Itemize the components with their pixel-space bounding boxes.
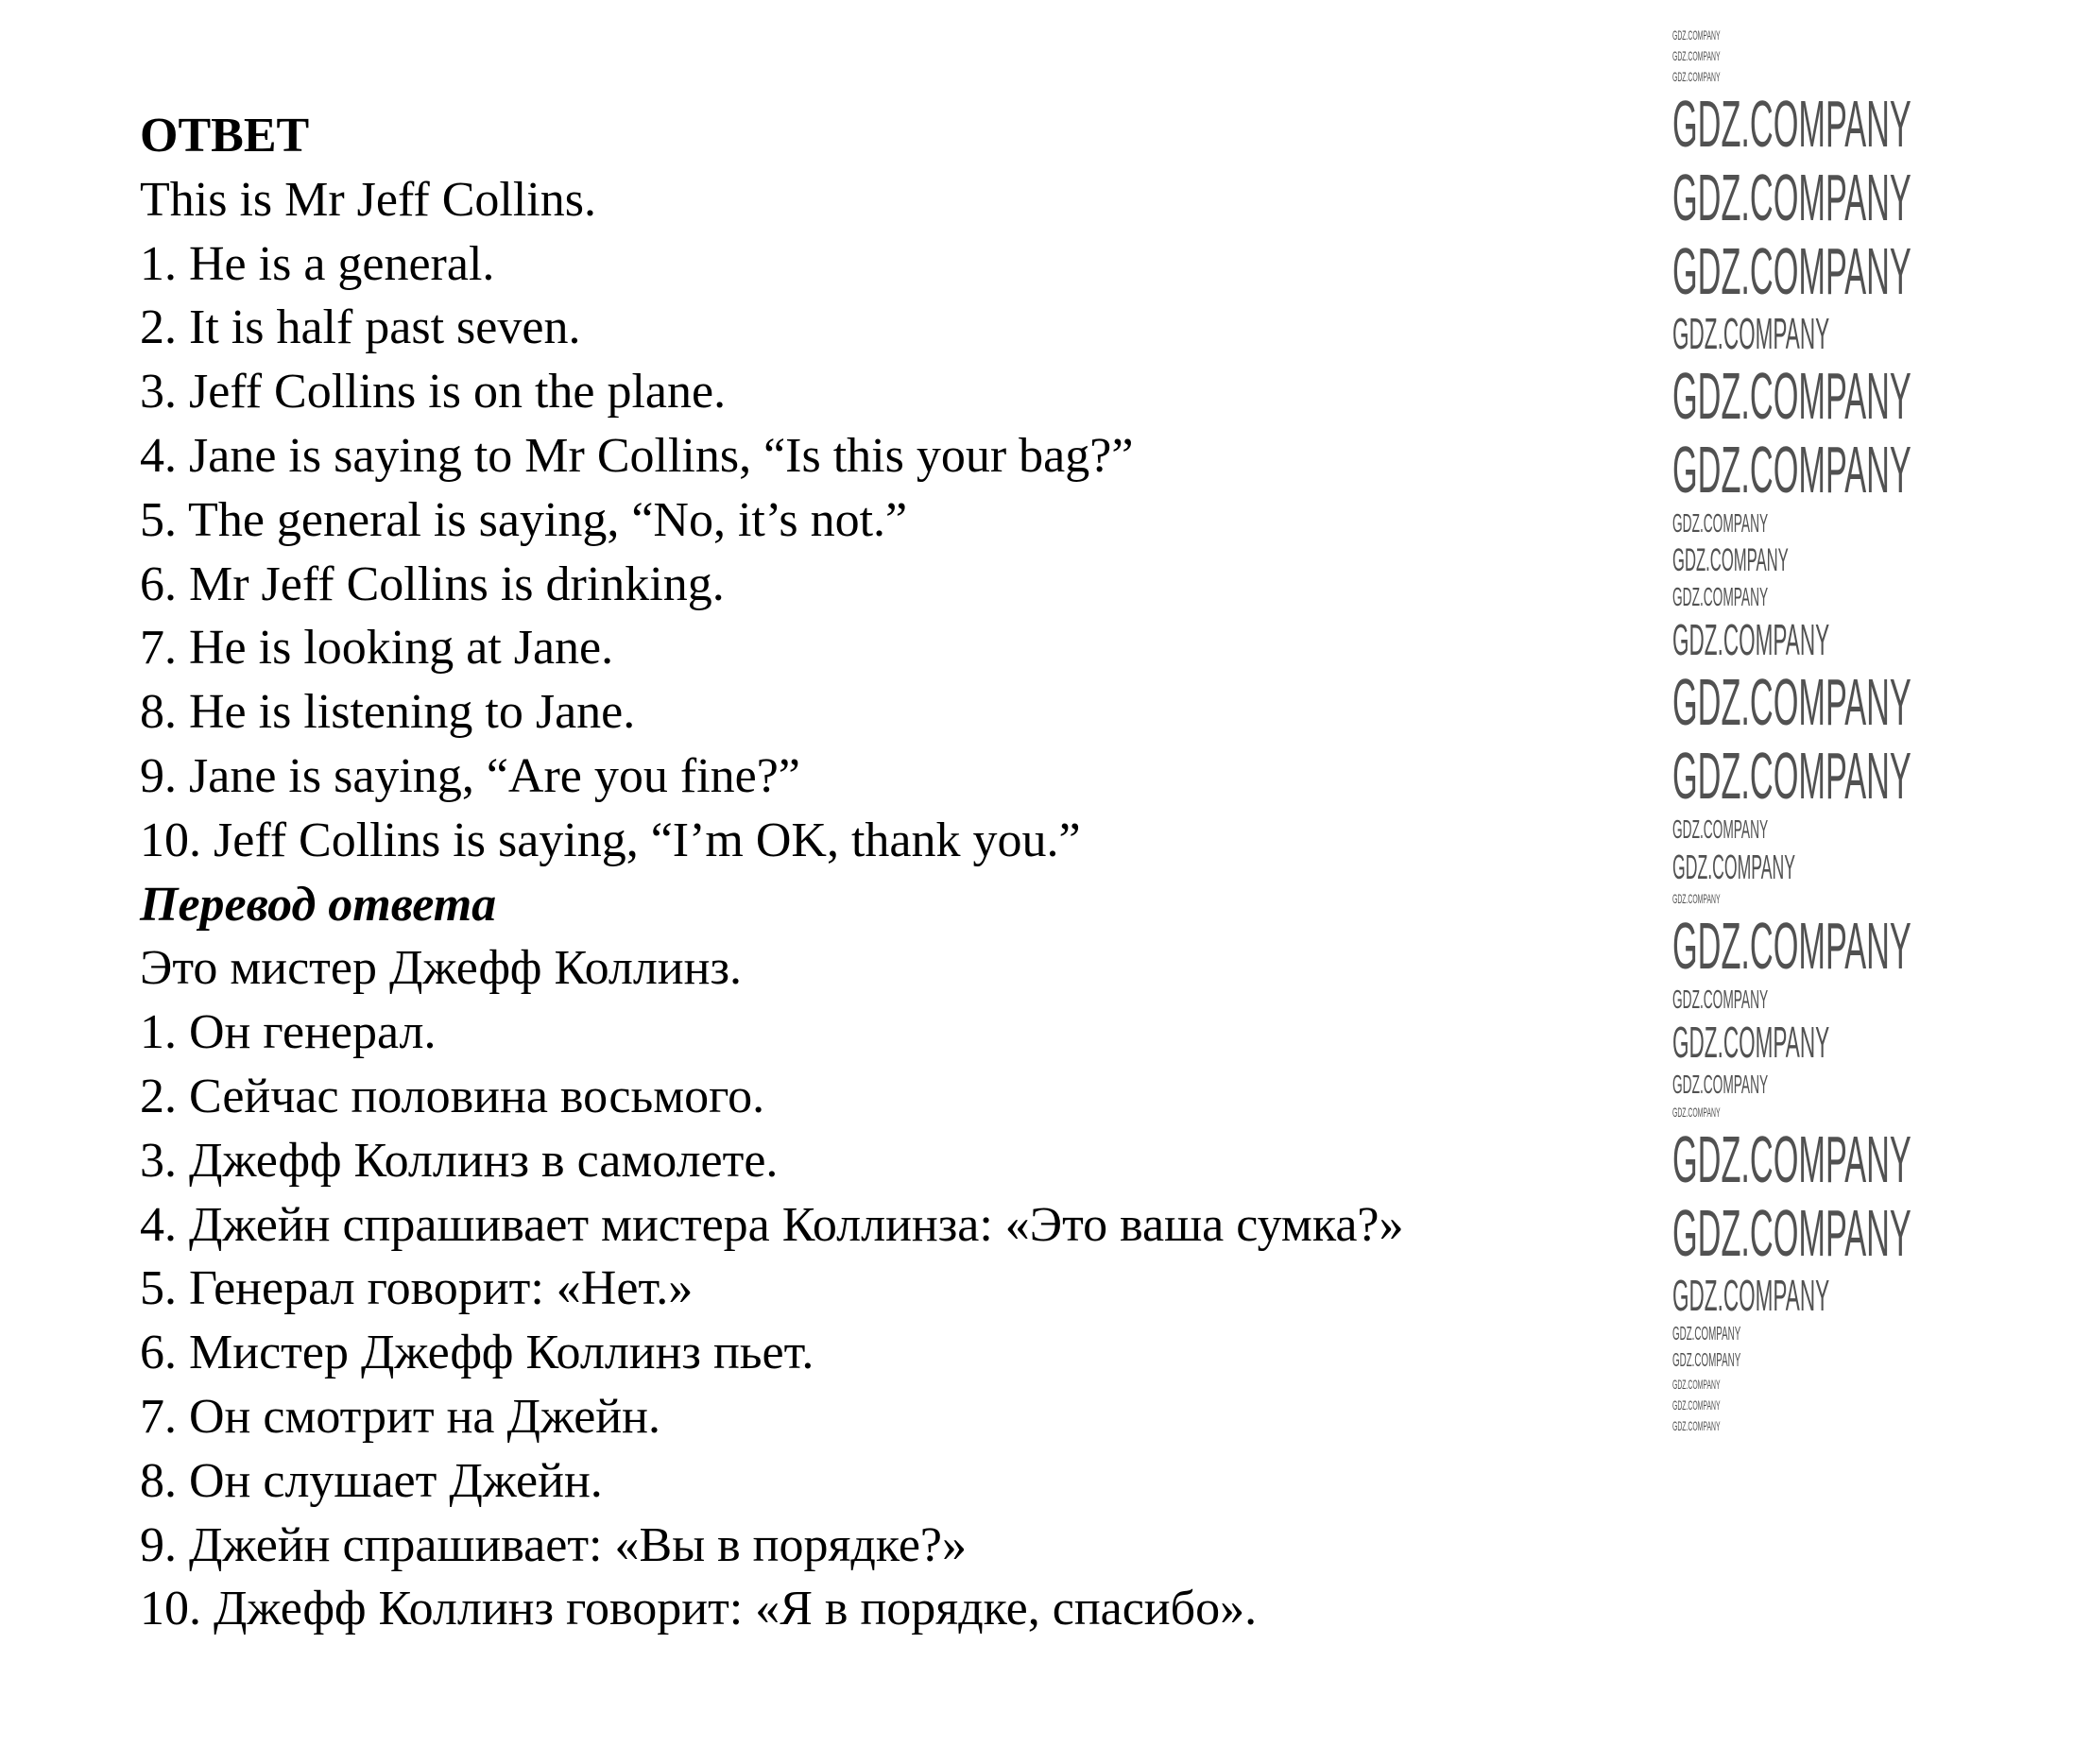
watermark: GDZ.COMPANY bbox=[1672, 508, 1769, 538]
watermark: GDZ.COMPANY bbox=[1672, 1105, 1721, 1120]
watermark: GDZ.COMPANY bbox=[1672, 87, 1911, 161]
watermark: GDZ.COMPANY bbox=[1672, 234, 1911, 308]
watermark: GDZ.COMPANY bbox=[1672, 27, 1721, 43]
watermark: GDZ.COMPANY bbox=[1672, 433, 1911, 506]
translation-heading: Перевод ответа bbox=[140, 877, 497, 932]
watermark: GDZ.COMPANY bbox=[1672, 309, 1830, 358]
watermark: GDZ.COMPANY bbox=[1672, 1324, 1741, 1344]
watermark: GDZ.COMPANY bbox=[1672, 69, 1721, 84]
watermark: GDZ.COMPANY bbox=[1672, 814, 1769, 844]
watermark: GDZ.COMPANY bbox=[1672, 1122, 1911, 1196]
watermark: GDZ.COMPANY bbox=[1672, 739, 1911, 813]
answer-line: 8. He is listening to Jane. bbox=[140, 685, 636, 740]
watermark: GDZ.COMPANY bbox=[1672, 161, 1911, 234]
document-body bbox=[140, 104, 1403, 1641]
watermark: GDZ.COMPANY bbox=[1672, 1196, 1911, 1270]
watermark: GDZ.COMPANY bbox=[1672, 582, 1769, 611]
answer-line: 10. Jeff Collins is saying, “I’m OK, thank you.” bbox=[140, 813, 1081, 867]
answer-intro: This is Mr Jeff Collins. bbox=[140, 172, 596, 227]
watermark: GDZ.COMPANY bbox=[1672, 615, 1830, 664]
translation-line: 6. Мистер Джефф Коллинз пьет. bbox=[140, 1326, 814, 1380]
answer-line: 7. He is looking at Jane. bbox=[140, 621, 614, 676]
watermark: GDZ.COMPANY bbox=[1672, 1350, 1741, 1371]
translation-line: 8. Он слушает Джейн. bbox=[140, 1453, 603, 1508]
answer-line: 4. Jane is saying to Mr Collins, “Is this your bag?” bbox=[140, 428, 1134, 483]
translation-line: 7. Он смотрит на Джейн. bbox=[140, 1389, 660, 1444]
answer-heading: ОТВЕТ bbox=[140, 109, 310, 163]
translation-line: 3. Джефф Коллинз в самолете. bbox=[140, 1133, 779, 1188]
translation-line: 5. Генерал говорит: «Нет.» bbox=[140, 1261, 694, 1316]
translation-line: 1. Он генерал. bbox=[140, 1005, 437, 1060]
watermark: GDZ.COMPANY bbox=[1672, 665, 1911, 739]
translation-line: 10. Джефф Коллинз говорит: «Я в порядке, спасибо». bbox=[140, 1582, 1258, 1636]
translation-line: 4. Джейн спрашивает мистера Коллинза: «Это ваша сумка?» bbox=[140, 1197, 1404, 1252]
answer-line: 9. Jane is saying, “Are you fine?” bbox=[140, 748, 800, 803]
watermark: GDZ.COMPANY bbox=[1672, 1418, 1721, 1433]
answer-line: 3. Jeff Collins is on the plane. bbox=[140, 365, 727, 420]
watermark: GDZ.COMPANY bbox=[1672, 1018, 1830, 1067]
watermark: GDZ.COMPANY bbox=[1672, 48, 1721, 63]
watermark: GDZ.COMPANY bbox=[1672, 848, 1796, 886]
watermarks bbox=[1672, 28, 2050, 1432]
watermark: GDZ.COMPANY bbox=[1672, 985, 1769, 1014]
watermark: GDZ.COMPANY bbox=[1672, 1397, 1721, 1413]
watermark: GDZ.COMPANY bbox=[1672, 359, 1911, 433]
watermark: GDZ.COMPANY bbox=[1672, 1070, 1769, 1099]
watermark: GDZ.COMPANY bbox=[1672, 1377, 1721, 1392]
watermark: GDZ.COMPANY bbox=[1672, 909, 1911, 983]
translation-line: 9. Джейн спрашивает: «Вы в порядке?» bbox=[140, 1517, 968, 1572]
answer-line: 1. He is a general. bbox=[140, 236, 495, 291]
translation-line: 2. Сейчас половина восьмого. bbox=[140, 1069, 765, 1123]
translation-intro: Это мистер Джефф Коллинз. bbox=[140, 941, 742, 996]
answer-line: 6. Mr Jeff Collins is drinking. bbox=[140, 557, 725, 611]
answer-line: 5. The general is saying, “No, it’s not.” bbox=[140, 492, 908, 547]
answer-line: 2. It is half past seven. bbox=[140, 300, 581, 355]
watermark: GDZ.COMPANY bbox=[1672, 542, 1789, 578]
watermark: GDZ.COMPANY bbox=[1672, 1271, 1830, 1320]
watermark: GDZ.COMPANY bbox=[1672, 891, 1721, 906]
